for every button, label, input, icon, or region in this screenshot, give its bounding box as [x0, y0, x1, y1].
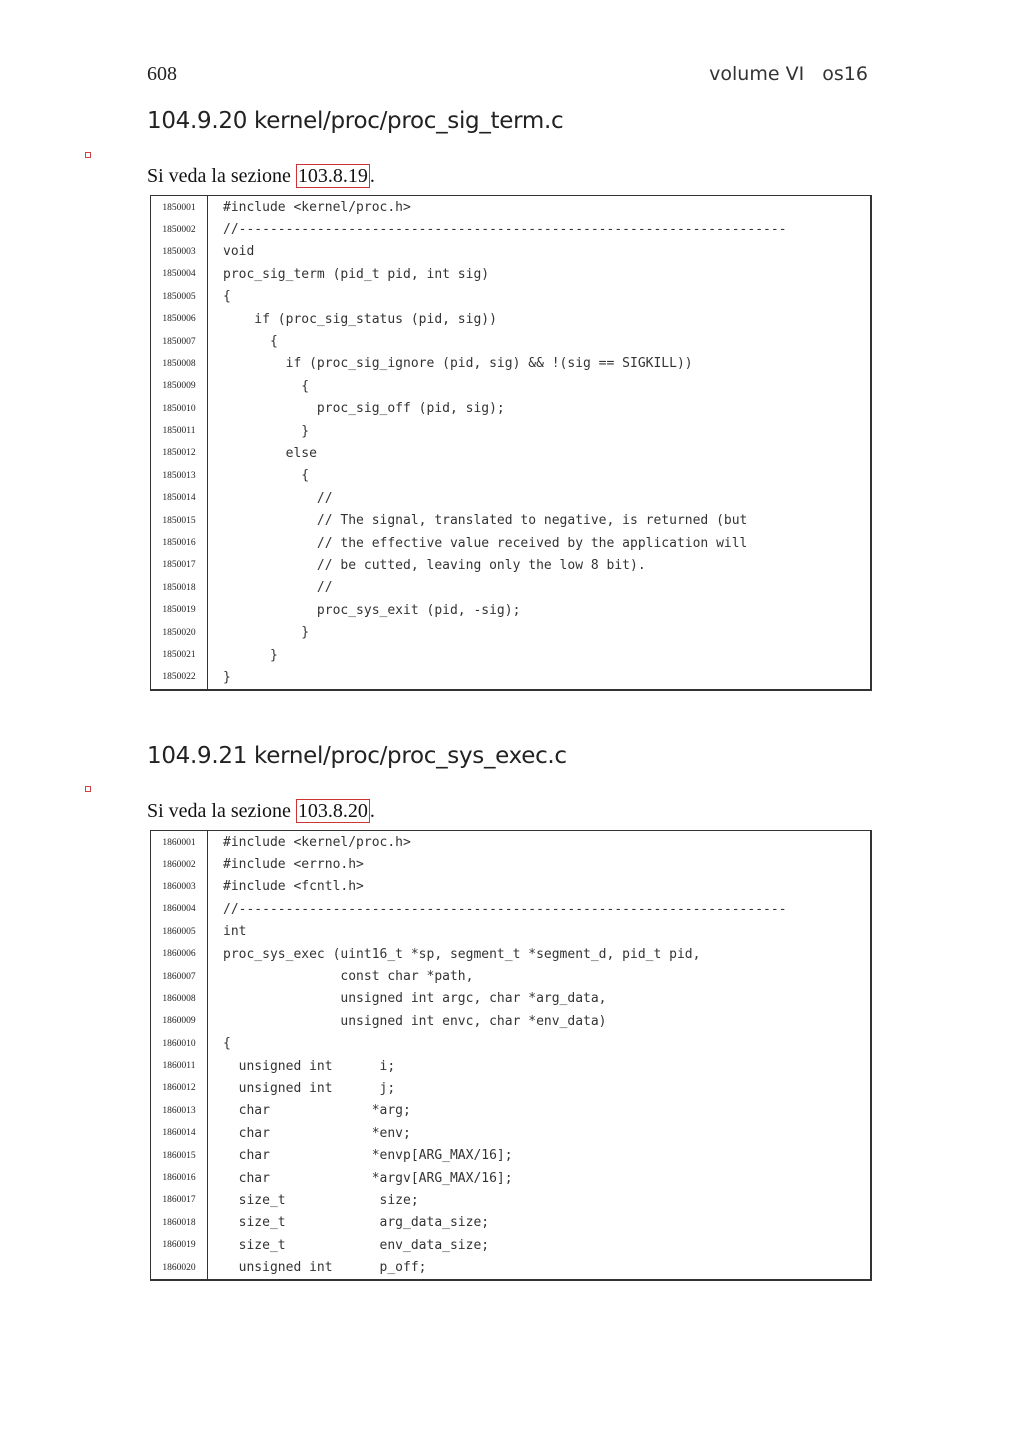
line-number: 1860007: [151, 965, 208, 987]
page-number: 608: [147, 63, 177, 85]
code-line: [151, 853, 870, 875]
line-number: 1850010: [151, 398, 208, 420]
line-number: 1850007: [151, 330, 208, 352]
line-number: 1850011: [151, 420, 208, 442]
code-text: proc_sys_exit (pid, -sig);: [223, 602, 521, 618]
line-number: 1850003: [151, 241, 208, 263]
code-text: //: [223, 490, 333, 506]
section-reference-link[interactable]: 103.8.19: [297, 165, 368, 187]
code-line: [151, 1234, 870, 1256]
code-text: int: [223, 924, 247, 940]
code-text: if (proc_sig_status (pid, sig)): [223, 311, 497, 327]
line-number: 1850021: [151, 644, 208, 666]
line-number: 1860008: [151, 988, 208, 1010]
code-text: size_t env_data_size;: [223, 1237, 490, 1253]
code-line: [151, 554, 870, 576]
code-text: if (proc_sig_ignore (pid, sig) && !(sig == SIGKILL)): [223, 356, 693, 372]
section-title: 104.9.20 kernel/proc/proc_sig_term.c: [147, 108, 564, 134]
code-text: proc_sig_off (pid, sig);: [223, 401, 505, 417]
code-text: }: [223, 647, 278, 663]
code-text: size_t size;: [223, 1192, 419, 1208]
code-text: size_t arg_data_size;: [223, 1215, 490, 1231]
line-number: 1850019: [151, 599, 208, 621]
code-text: #include <fcntl.h>: [223, 879, 364, 895]
code-text: {: [223, 468, 310, 484]
code-text: //: [223, 580, 333, 596]
code-line: [151, 398, 870, 420]
line-number: 1860010: [151, 1033, 208, 1055]
line-number: 1850017: [151, 554, 208, 576]
line-number: 1850016: [151, 532, 208, 554]
line-number: 1850002: [151, 218, 208, 240]
code-line: [151, 330, 870, 352]
code-text: {: [223, 1036, 231, 1052]
line-number: 1860017: [151, 1189, 208, 1211]
code-line: [151, 1077, 870, 1099]
code-text: unsigned int i;: [223, 1058, 396, 1074]
line-number: 1850008: [151, 353, 208, 375]
line-number: 1860013: [151, 1100, 208, 1122]
see-also-end: .: [369, 800, 375, 822]
code-text: }: [223, 625, 310, 641]
code-line: [151, 988, 870, 1010]
code-line: [151, 286, 870, 308]
see-also-text: Si veda la sezione: [147, 165, 296, 187]
see-also-line: [147, 800, 375, 823]
code-text: #include <errno.h>: [223, 857, 364, 873]
code-text: unsigned int j;: [223, 1080, 396, 1096]
code-text: void: [223, 244, 255, 260]
line-number: 1860003: [151, 876, 208, 898]
line-number: 1860004: [151, 898, 208, 920]
code-text: char *envp[ARG_MAX/16];: [223, 1148, 513, 1164]
margin-marker-icon: [85, 786, 91, 792]
code-line: [151, 353, 870, 375]
line-number: 1850022: [151, 666, 208, 688]
section-title: 104.9.21 kernel/proc/proc_sys_exec.c: [147, 743, 567, 769]
code-line: [151, 375, 870, 397]
code-text: #include <kernel/proc.h>: [223, 199, 411, 215]
line-number: 1860014: [151, 1122, 208, 1144]
code-line: [151, 1100, 870, 1122]
code-text: // The signal, translated to negative, is returned (but: [223, 513, 748, 529]
see-also-line: [147, 165, 375, 188]
code-line: [151, 218, 870, 240]
code-text: //----------------------------------------------------------------------: [223, 901, 787, 917]
code-text: {: [223, 289, 231, 305]
section-reference-link[interactable]: 103.8.20: [297, 800, 368, 822]
line-number: 1860015: [151, 1144, 208, 1166]
code-line: [151, 898, 870, 920]
code-line: [151, 487, 870, 509]
line-number: 1860002: [151, 853, 208, 875]
code-text: {: [223, 378, 310, 394]
code-line: [151, 1212, 870, 1234]
line-number: 1850013: [151, 465, 208, 487]
line-number: 1860016: [151, 1167, 208, 1189]
code-text: char *env;: [223, 1125, 411, 1141]
code-text: proc_sys_exec (uint16_t *sp, segment_t *segment_d, pid_t pid,: [223, 946, 701, 962]
code-text: #include <kernel/proc.h>: [223, 834, 411, 850]
code-text: char *arg;: [223, 1103, 411, 1119]
code-text: {: [223, 334, 278, 350]
code-line: [151, 241, 870, 263]
code-listing: [150, 830, 872, 1281]
line-number: 1860018: [151, 1212, 208, 1234]
code-line: [151, 420, 870, 442]
code-text: unsigned int argc, char *arg_data,: [223, 991, 607, 1007]
line-number: 1850012: [151, 442, 208, 464]
code-text: //----------------------------------------------------------------------: [223, 222, 787, 238]
code-line: [151, 577, 870, 599]
line-number: 1850004: [151, 263, 208, 285]
code-line: [151, 196, 870, 218]
code-text: else: [223, 445, 317, 461]
code-line: [151, 965, 870, 987]
code-line: [151, 1033, 870, 1055]
code-listing: [150, 195, 872, 691]
code-line: [151, 666, 870, 688]
line-number: 1850001: [151, 195, 208, 219]
code-line: [151, 442, 870, 464]
code-line: [151, 1144, 870, 1166]
code-text: unsigned int p_off;: [223, 1260, 427, 1276]
code-line: [151, 509, 870, 531]
code-line: [151, 532, 870, 554]
code-line: [151, 263, 870, 285]
line-number: 1850015: [151, 509, 208, 531]
code-text: }: [223, 423, 310, 439]
code-text: proc_sig_term (pid_t pid, int sig): [223, 266, 490, 282]
code-line: [151, 1122, 870, 1144]
code-text: char *argv[ARG_MAX/16];: [223, 1170, 513, 1186]
code-line: [151, 599, 870, 621]
line-number: 1860005: [151, 921, 208, 943]
see-also-end: .: [369, 165, 375, 187]
code-line: [151, 1055, 870, 1077]
line-number: 1860012: [151, 1077, 208, 1099]
line-number: 1850014: [151, 487, 208, 509]
code-line: [151, 943, 870, 965]
code-line: [151, 308, 870, 330]
line-number: 1850005: [151, 286, 208, 308]
line-number: 1860001: [151, 830, 208, 854]
code-line: [151, 1167, 870, 1189]
line-number: 1850009: [151, 375, 208, 397]
code-text: const char *path,: [223, 969, 474, 985]
line-number: 1850020: [151, 621, 208, 643]
code-line: [151, 876, 870, 898]
see-also-text: Si veda la sezione: [147, 800, 296, 822]
line-number: 1860009: [151, 1010, 208, 1032]
code-line: [151, 831, 870, 853]
margin-marker-icon: [85, 152, 91, 158]
code-text: }: [223, 669, 231, 685]
line-number: 1860020: [151, 1256, 208, 1278]
code-text: // be cutted, leaving only the low 8 bit).: [223, 557, 646, 573]
code-line: [151, 1010, 870, 1032]
code-text: // the effective value received by the application will: [223, 535, 748, 551]
line-number: 1850018: [151, 577, 208, 599]
line-number: 1860011: [151, 1055, 208, 1077]
code-line: [151, 621, 870, 643]
code-text: unsigned int envc, char *env_data): [223, 1013, 607, 1029]
code-line: [151, 1189, 870, 1211]
line-number: 1850006: [151, 308, 208, 330]
running-head: volume VI os16: [709, 63, 868, 85]
code-line: [151, 465, 870, 487]
code-line: [151, 1256, 870, 1278]
line-number: 1860019: [151, 1234, 208, 1256]
code-line: [151, 921, 870, 943]
line-number: 1860006: [151, 943, 208, 965]
code-line: [151, 644, 870, 666]
